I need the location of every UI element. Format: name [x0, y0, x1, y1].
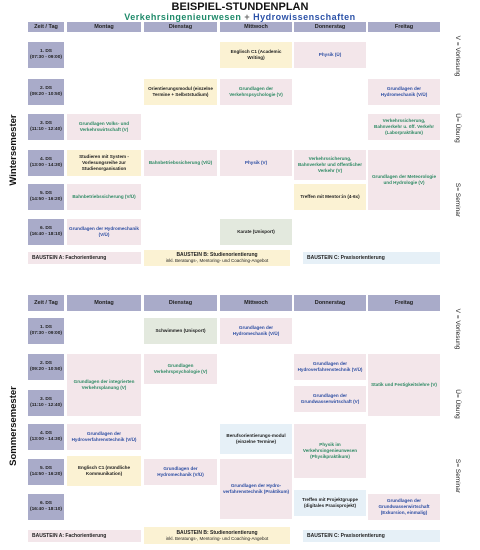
time-slot: 3. DS (11:10 - 12:40) [28, 114, 64, 140]
course-cell: Grundlagen der Grundwasserwirtschaft (Exkursion, einmalig) [368, 494, 440, 520]
legend-baustein-a: BAUSTEIN A: Fachorientierung [28, 530, 141, 542]
course-cell: Grundlagen der Hydro-verfahrenstechnik (Praktikum) [220, 459, 292, 519]
legend-baustein-c: BAUSTEIN C: Praxisorientierung [303, 530, 440, 542]
time-slot: 1. DS (07:30 - 09:00) [28, 42, 64, 68]
side-label-vorlesung: V = Vorlesung [454, 35, 462, 77]
course-cell: Grundlagen Verkehrspsychologie (V) [144, 354, 217, 384]
course-cell: Grundlagen der integrierten Verkehrsplanung (V) [67, 354, 141, 416]
course-cell: Grundlagen der Hydroverfahrenstechnik (V/Ü) [67, 424, 141, 450]
course-cell: Treffen mit Projektgruppe (digitales Praxisprojekt) [294, 490, 366, 516]
course-cell: Physik im Verkehrsingenieurwesen (Physikpraktikum) [294, 424, 366, 478]
side-label-seminar: S= Seminar [454, 182, 462, 218]
legend-baustein-b: BAUSTEIN B: Studienorientierung inkl. Beratungs-, Mentoring- und Coaching-Angebot [144, 250, 290, 266]
time-slot: 5. DS (14:50 - 16:20) [28, 459, 64, 485]
header-zeit: Zeit / Tag [28, 22, 64, 32]
header-donnerstag: Donnerstag [294, 295, 366, 311]
subtitle-part1: Verkehrsingenieurwesen [124, 12, 242, 22]
course-cell: Physik (Ü) [294, 42, 366, 68]
header-mittwoch: Mittwoch [220, 22, 292, 32]
course-cell: Grundlagen der Hydroverfahrenstechnik (V/Ü) [294, 354, 366, 380]
side-label-uebung: Ü= Übung [454, 113, 462, 143]
side-label-vorlesung: V = Vorlesung [454, 308, 462, 350]
course-cell: Grundlagen der Hydromechanik (V/Ü) [67, 219, 141, 245]
semester-label-winter: Wintersemester [7, 114, 19, 186]
header-zeit: Zeit / Tag [28, 295, 64, 311]
time-slot: 3. DS (11:10 - 12:40) [28, 390, 64, 416]
header-dienstag: Dienstag [144, 295, 217, 311]
subtitle-part2: Hydrowissenschaften [253, 12, 356, 22]
course-cell: Physik (V) [220, 150, 292, 176]
course-cell: Karate (Unisport) [220, 219, 292, 245]
course-cell: Bahnbetriebssicherung (V/Ü) [144, 150, 217, 176]
time-slot: 4. DS (13:00 - 14:30) [28, 424, 64, 450]
side-label-seminar: S= Seminar [454, 458, 462, 494]
subtitle-plus: + [244, 12, 251, 22]
course-cell: Grundlagen der Hydromechanik (V/Ü) [220, 318, 292, 344]
header-donnerstag: Donnerstag [294, 22, 366, 32]
page-title: BEISPIEL-STUNDENPLAN [171, 1, 309, 13]
legend-baustein-b: BAUSTEIN B: Studienorientierung inkl. Beratungs-, Mentoring- und Coaching-Angebot [144, 527, 290, 544]
course-cell: Statik und Festigkeitslehre (V) [368, 354, 440, 416]
header-mittwoch: Mittwoch [220, 295, 292, 311]
time-slot: 2. DS (09:20 - 10:50) [28, 79, 64, 105]
time-slot: 2. DS (09:20 - 10:50) [28, 354, 64, 380]
course-cell: Grundlagen der Hydromechanik (V/Ü) [144, 459, 217, 485]
course-cell: Grundlagen der Hydromechanik (V/Ü) [368, 79, 440, 105]
header-montag: Montag [67, 295, 141, 311]
semester-label-summer: Sommersemester [7, 386, 19, 466]
time-slot: 5. DS (14:50 - 16:20) [28, 184, 64, 210]
course-cell: Grundlagen der Grundwasserwirtschaft (V) [294, 386, 366, 412]
header-freitag: Freitag [368, 295, 440, 311]
course-cell: Englisch C1 (mündliche Kommunikation) [67, 456, 141, 486]
time-slot: 6. DS (16:40 - 18:10) [28, 494, 64, 520]
course-cell: Grundlagen der Verkehrspsychologie (V) [220, 79, 292, 105]
time-slot: 4. DS (13:00 - 14:30) [28, 150, 64, 176]
course-cell: Treffen mit Mentor:in (4-6x) [294, 184, 366, 210]
time-slot: 6. DS (16:40 - 18:10) [28, 219, 64, 245]
course-cell: Studieren mit System - Vorlesungsreihe zur Studienorganisation [67, 150, 141, 176]
header-freitag: Freitag [368, 22, 440, 32]
course-cell: Grundlagen der Meteorologie und Hydrologie (V) [368, 150, 440, 210]
page-subtitle [0, 12, 480, 22]
course-cell: Bahnbetriebssicherung (V/Ü) [67, 184, 141, 210]
legend-baustein-a: BAUSTEIN A: Fachorientierung [28, 252, 141, 264]
header-montag: Montag [67, 22, 141, 32]
course-cell: Verkehrssicherung, Bahnverkehr und öffentlicher Verkehr (V) [294, 150, 366, 180]
header-dienstag: Dienstag [144, 22, 217, 32]
course-cell: Grundlagen Volks- und Verkehrswirtschaft (V) [67, 114, 141, 140]
course-cell: Orientierungsmodul (einzelne Termine + Selbststudium) [144, 79, 217, 105]
legend-baustein-c: BAUSTEIN C: Praxisorientierung [303, 252, 440, 264]
side-label-uebung: Ü= Übung [454, 389, 462, 419]
course-cell: Schwimmen (Unisport) [144, 318, 217, 344]
course-cell: Berufsorientierungs-modul (einzelne Termine) [220, 424, 292, 454]
time-slot: 1. DS (07:30 - 09:00) [28, 318, 64, 344]
course-cell: Englisch C1 (Academic Writing) [220, 42, 292, 68]
course-cell: Verkehrssicherung, Bahnverkehr u. öff. Verkehr (Laborpraktikum) [368, 114, 440, 140]
